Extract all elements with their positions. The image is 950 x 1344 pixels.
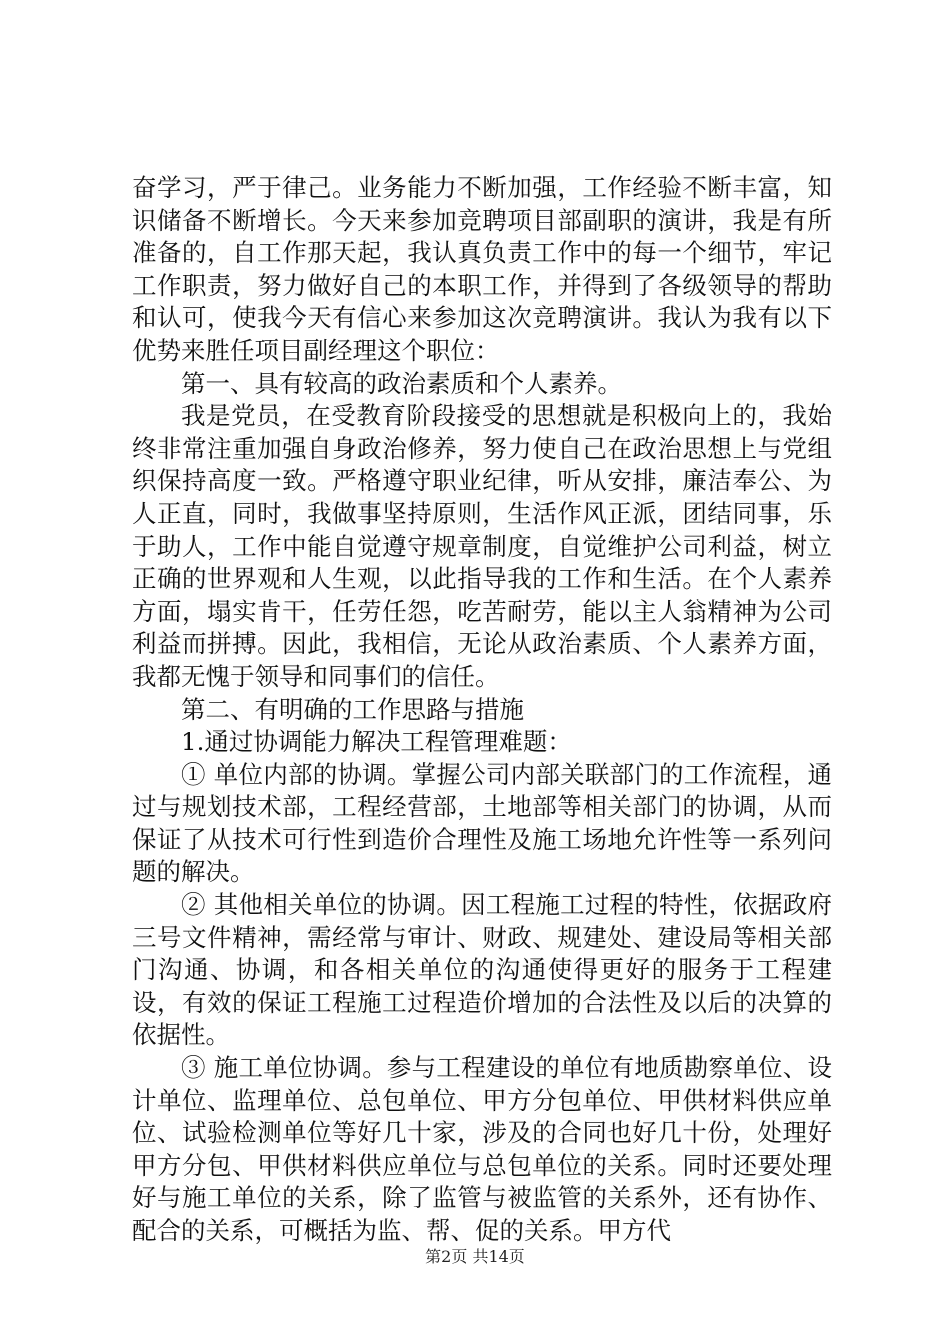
section-heading-second: 第二、有明确的工作思路与措施: [181, 694, 524, 724]
page-footer: 第2页 共14页: [425, 1247, 525, 1266]
list-item-related-units-coordination: ② 其他相关单位的协调。因工程施工过程的特性，依据政府三号文件精神，需经常与审计、财政、规建处、建设局等相关部门沟通、协调，和各相关单位的沟通使得更好的服务于工程建设，有效的保证工程施工过程造价增加的合法性及以后的决算的依据性。: [132, 890, 832, 1050]
list-item-construction-units-coordination: ③ 施工单位协调。参与工程建设的单位有地质勘察单位、设计单位、监理单位、总包单位、甲方分包单位、甲供材料供应单位、试验检测单位等好几十家，涉及的合同也好几十份，处理好甲方分包、甲供材料供应单位与总包单位的关系。同时还要处理好与施工单位的关系，除了监管与被监管的关系外，还有协作、配合的关系，可概括为监、帮、促的关系。甲方代: [132, 1053, 832, 1245]
subheading-coordination: 1.通过协调能力解决工程管理难题：: [181, 727, 572, 757]
paragraph-continuation: 奋学习，严于律己。业务能力不断加强，工作经验不断丰富，知识储备不断增长。今天来参加竞聘项目部副职的演讲，我是有所准备的，自工作那天起，我认真负责工作中的每一个细节，牢记工作职责，努力做好自己的本职工作，并得到了各级领导的帮助和认可，使我今天有信心来参加这次竞聘演讲。我认为我有以下优势来胜任项目副经理这个职位：: [132, 173, 832, 365]
paragraph-political-quality: 我是党员，在受教育阶段接受的思想就是积极向上的，我始终非常注重加强自身政治修养，努力使自己在政治思想上与党组织保持高度一致。严格遵守职业纪律，听从安排，廉洁奉公、为人正直，同时，我做事坚持原则，生活作风正派，团结同事，乐于助人，工作中能自觉遵守规章制度，自觉维护公司利益，树立正确的世界观和人生观，以此指导我的工作和生活。在个人素养方面，塌实肯干，任劳任怨，吃苦耐劳，能以主人翁精神为公司利益而拼搏。因此，我相信，无论从政治素质、个人素养方面，我都无愧于领导和同事们的信任。: [132, 401, 832, 691]
document-body: [132, 172, 832, 1248]
section-heading-first: 第一、具有较高的政治素质和个人素养。: [181, 368, 622, 398]
list-item-internal-coordination: ① 单位内部的协调。掌握公司内部关联部门的工作流程，通过与规划技术部，工程经营部，土地部等相关部门的协调，从而保证了从技术可行性到造价合理性及施工场地允许性等一系列问题的解决。: [132, 759, 832, 887]
